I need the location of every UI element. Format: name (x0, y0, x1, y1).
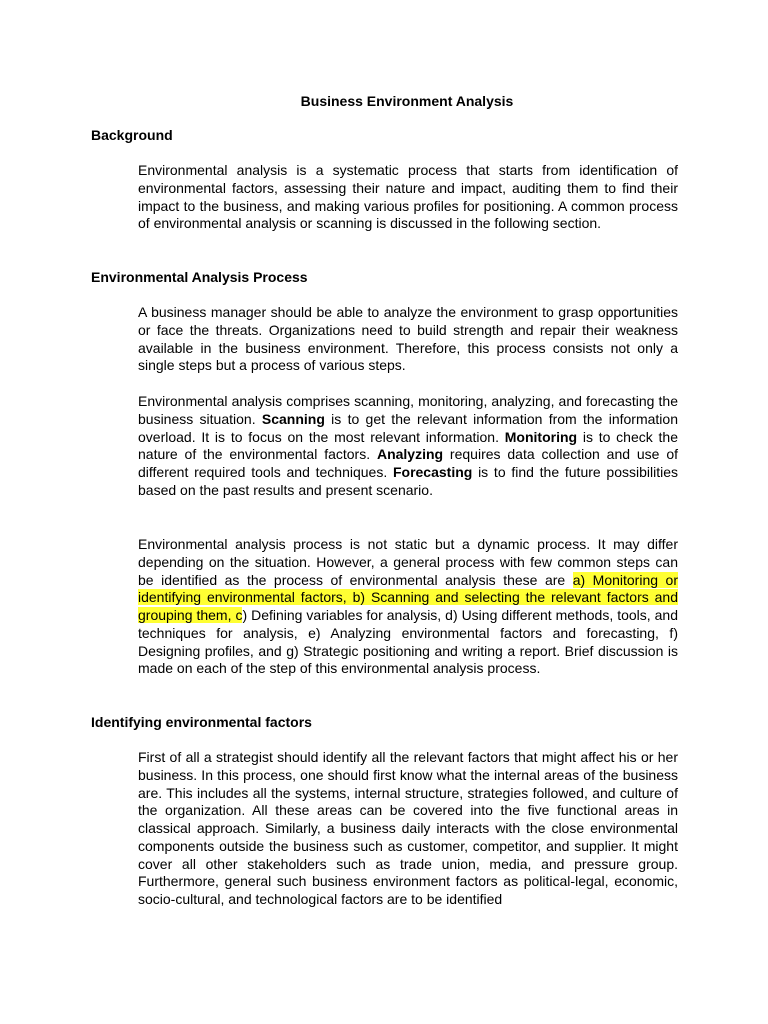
paragraph-text: ) Defining variables for analysis, d) Using different methods, tools, and techniques for analysis, e) Analyzing environmental factors and forecasting, f) Designing profiles, and g) Strategic positioning and writing a report. Brief discussion is made on each of the step of this environmental analysis process. (138, 607, 678, 677)
process-paragraph-3 (138, 536, 678, 678)
paragraph-text: requires data collection and use of different required tools and techniques. (138, 446, 679, 480)
paragraph-text: Environmental analysis comprises scanning, monitoring, analyzing, and forecasting the business situation. (138, 393, 678, 427)
process-paragraph-2 (138, 393, 678, 500)
paragraph-text: is to check the nature of the environmental factors. (138, 428, 678, 463)
term-scanning: Scanning (261, 410, 325, 427)
term-monitoring: Monitoring (504, 428, 578, 445)
identifying-paragraph: First of all a strategist should identify all the relevant factors that might affect his or her business. In this process, one should first know what the internal areas of the business are. This includes all the systems, internal structure, strategies followed, and culture of the organization. All these areas can be covered into the five functional areas in classical approach. Similarly, a business daily interacts with the close environmental components outside the business such as customer, competitor, and supplier. It might cover all other stakeholders such as trade union, media, and pressure group. Furthermore, general such business environment factors as political-legal, economic, socio-cultural, and technological factors are to be identified (138, 749, 678, 907)
paragraph-text: is to get the relevant information from the information overload. It is to focus on the most relevant information. (138, 410, 678, 445)
paragraph-text: is to find the future possibilities based on the past results and present scenario. (138, 464, 679, 498)
document-title: Business Environment Analysis (300, 93, 514, 109)
background-paragraph: Environmental analysis is a systematic process that starts from identification of environmental factors, assessing their nature and impact, auditing them to find their impact to the business, and making various profiles for positioning. A common process of environmental analysis or scanning is discussed in the following section. (138, 162, 678, 232)
process-paragraph-1: A business manager should be able to analyze the environment to grasp opportunities or face the threats. Organizations need to build strength and repair their weakness available in the business environment. Therefore, this process consists not only a single steps but a process of various steps. (138, 304, 678, 374)
section-heading-identifying: Identifying environmental factors (91, 714, 312, 730)
term-analyzing: Analyzing (376, 446, 444, 463)
term-forecasting: Forecasting (392, 464, 473, 480)
highlighted-text: a) Monitoring or identifying environmental factors, b) Scanning and selecting the relevant factors and grouping them, c (138, 571, 678, 623)
paragraph-text: Environmental analysis process is not static but a dynamic process. It may differ depending on the situation. However, a general process with few common steps can be identified as the process of environmental analysis these are (138, 536, 678, 588)
section-heading-background: Background (91, 127, 173, 143)
section-heading-process: Environmental Analysis Process (91, 269, 308, 285)
